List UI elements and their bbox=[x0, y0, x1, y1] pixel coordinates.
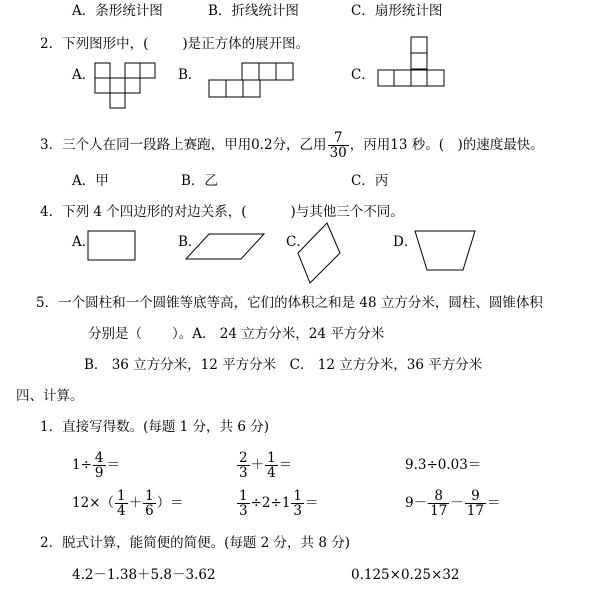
fraction bbox=[428, 489, 449, 518]
q2-option-b-label: B． bbox=[178, 67, 202, 83]
numerator: 9 bbox=[465, 489, 486, 504]
numerator: 2 bbox=[239, 450, 248, 466]
q5-line1: 5．一个圆柱和一个圆锥等底等高，它们的体积之和是 48 立方分米，圆柱、圆锥体积 bbox=[36, 295, 543, 311]
numerator: 1 bbox=[117, 488, 126, 504]
rectangle-figure bbox=[87, 230, 137, 262]
net-b-figure bbox=[208, 62, 294, 98]
fraction bbox=[291, 489, 304, 518]
q3-option-b: B．乙 bbox=[181, 173, 218, 189]
equals-sign: ＝ bbox=[278, 457, 293, 473]
q4-option-c-label: C． bbox=[286, 234, 310, 250]
q5-line2-part1: 分别是（ bbox=[88, 326, 142, 342]
q3-stem-part2: ，丙用13 秒。( )的速度最快。 bbox=[349, 137, 544, 153]
net-a-figure bbox=[94, 62, 156, 110]
numerator: 1 bbox=[239, 488, 248, 504]
calc2-title: 2．脱式计算，能简便的简便。(每题 2 分，共 8 分) bbox=[40, 535, 350, 551]
q4-option-d-label: D． bbox=[393, 234, 418, 250]
q1-option-a: A．条形统计图 bbox=[72, 3, 163, 19]
denominator: 3 bbox=[293, 503, 302, 519]
equals-sign: ＝ bbox=[486, 495, 501, 511]
expr-text: ）＝ bbox=[156, 495, 184, 511]
operator: － bbox=[450, 495, 464, 511]
denominator: 17 bbox=[466, 503, 484, 519]
net-c-figure bbox=[377, 36, 445, 88]
expr-text: 12×（ bbox=[72, 495, 114, 511]
q4-stem-part1: 4．下列 4 个四边形的对边关系，( bbox=[40, 204, 247, 220]
operator: ＋ bbox=[250, 457, 265, 473]
q2-stem bbox=[40, 35, 309, 53]
denominator: 6 bbox=[145, 503, 154, 519]
q4-option-b-label: B． bbox=[178, 234, 202, 250]
fraction bbox=[265, 451, 278, 480]
calc1-expr-5 bbox=[236, 484, 319, 522]
q2-stem-part2: )是正方体的展开图。 bbox=[182, 36, 310, 52]
whole-number: 1 bbox=[281, 495, 291, 511]
q1-option-c: C．扇形统计图 bbox=[351, 3, 443, 19]
equals-sign: ＝ bbox=[305, 495, 319, 511]
denominator: 4 bbox=[267, 465, 276, 481]
calc1-expr-1 bbox=[72, 446, 120, 484]
calc2-expr-2: 0.125×0.25×32 bbox=[351, 567, 460, 583]
denominator: 30 bbox=[329, 145, 347, 161]
calc1-expr-2 bbox=[236, 446, 292, 484]
denominator: 4 bbox=[117, 503, 126, 519]
section-title: 四、计算。 bbox=[16, 388, 84, 404]
expr-text: 9－ bbox=[405, 495, 428, 511]
q4-stem-part2: )与其他三个不同。 bbox=[290, 204, 404, 220]
fraction bbox=[93, 451, 106, 480]
q2-stem-part1: 2．下列图形中，( bbox=[40, 36, 149, 52]
calc2-expr-1: 4.2－1.38＋5.8－3.62 bbox=[72, 567, 216, 583]
fraction bbox=[465, 489, 486, 518]
fraction bbox=[237, 451, 250, 480]
calc1-expr-3: 9.3÷0.03＝ bbox=[405, 457, 482, 473]
fraction bbox=[328, 131, 349, 160]
calc1-expr-4 bbox=[72, 484, 184, 522]
q4-option-a-label: A． bbox=[72, 234, 96, 250]
q2-option-c-label: C． bbox=[351, 67, 375, 83]
equals-sign: ＝ bbox=[106, 457, 120, 473]
q5-line3: B． 36 立方分米，12 平方分米 C． 12 立方分米，36 平方分米 bbox=[84, 357, 483, 373]
fraction bbox=[237, 489, 250, 518]
numerator: 1 bbox=[267, 450, 276, 466]
denominator: 3 bbox=[239, 503, 248, 519]
numerator: 1 bbox=[145, 488, 154, 504]
numerator: 8 bbox=[428, 489, 449, 504]
fraction bbox=[143, 489, 156, 518]
calc1-expr-6 bbox=[405, 484, 500, 522]
q2-option-a-label: A． bbox=[72, 67, 96, 83]
numerator: 1 bbox=[293, 488, 302, 504]
q3-option-a: A．甲 bbox=[72, 173, 109, 189]
rhombus-figure bbox=[297, 222, 341, 284]
denominator: 3 bbox=[239, 465, 248, 481]
q3-option-c: C．丙 bbox=[351, 173, 389, 189]
numerator: 7 bbox=[328, 131, 349, 146]
q5-line2-part2: ）。A． 24 立方分米，24 平方分米 bbox=[172, 326, 385, 342]
denominator: 9 bbox=[94, 465, 104, 481]
q1-option-b: B．折线统计图 bbox=[208, 3, 299, 19]
q3-stem-part1: 3．三个人在同一段路上赛跑，甲用0.2分，乙用 bbox=[40, 137, 327, 153]
denominator: 17 bbox=[430, 503, 448, 519]
q3-stem bbox=[40, 128, 544, 162]
calc1-title: 1．直接写得数。(每题 1 分，共 6 分) bbox=[40, 419, 269, 435]
q5-line2 bbox=[88, 325, 384, 343]
parallelogram-figure bbox=[185, 233, 265, 261]
fraction bbox=[115, 489, 128, 518]
operator: ÷2÷ bbox=[250, 495, 282, 511]
trapezoid-figure bbox=[414, 230, 476, 272]
numerator: 4 bbox=[94, 450, 104, 466]
expr-text: 1÷ bbox=[72, 457, 92, 473]
operator: ＋ bbox=[128, 495, 143, 511]
q4-stem bbox=[40, 203, 404, 221]
